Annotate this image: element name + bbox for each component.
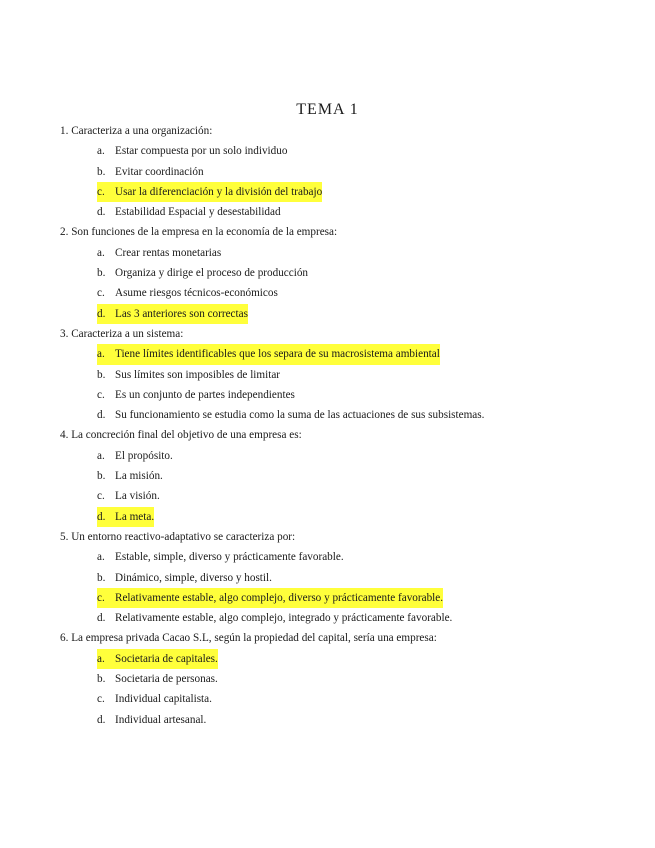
option-letter: c. — [97, 693, 105, 706]
option-letter: c. — [97, 185, 105, 198]
option-text: Tiene límites identificables que los separa de su macrosistema ambiental — [115, 348, 440, 361]
option-text: Estable, simple, diverso y prácticamente favorable. — [115, 551, 344, 564]
option-list — [60, 344, 640, 425]
page-title: TEMA 1 — [296, 100, 359, 118]
option-a — [60, 344, 640, 364]
option-a — [60, 141, 640, 161]
option-letter: c. — [97, 591, 105, 604]
option-letter: b. — [97, 368, 106, 381]
option-letter: a. — [97, 246, 105, 259]
option-list — [60, 141, 640, 222]
option-d — [60, 710, 640, 730]
question-list — [60, 121, 640, 730]
option-letter: c. — [97, 490, 105, 503]
option-letter: a. — [97, 652, 105, 665]
option-b — [60, 568, 640, 588]
option-b — [60, 669, 640, 689]
question-text: 4. La concreción final del objetivo de una empresa es: — [60, 429, 302, 442]
question-6 — [60, 628, 640, 729]
option-text: Societaria de capitales. — [115, 652, 218, 665]
option-a — [60, 547, 640, 567]
question-text: 1. Caracteriza a una organización: — [60, 125, 213, 137]
option-letter: a. — [97, 145, 105, 158]
option-d — [60, 608, 640, 628]
question-1 — [60, 121, 640, 222]
option-c — [60, 283, 640, 303]
option-text: Relativamente estable, algo complejo, diverso y prácticamente favorable. — [115, 591, 444, 604]
option-d — [60, 507, 640, 527]
option-d — [60, 405, 640, 425]
option-letter: b. — [97, 267, 106, 280]
option-letter: b. — [97, 165, 106, 178]
option-text: Usar la diferenciación y la división del trabajo — [115, 185, 323, 198]
question-text: 5. Un entorno reactivo-adaptativo se caracteriza por: — [60, 530, 296, 543]
question-4 — [60, 425, 640, 526]
option-letter: d. — [97, 409, 106, 422]
option-b — [60, 365, 640, 385]
option-text: La meta. — [115, 510, 155, 523]
option-text: Su funcionamiento se estudia como la suma de las actuaciones de sus subsistemas. — [115, 409, 485, 422]
option-d — [60, 202, 640, 222]
option-text: La misión. — [115, 470, 163, 483]
option-b — [60, 263, 640, 283]
option-b — [60, 162, 640, 182]
option-c — [60, 689, 640, 709]
option-list — [60, 547, 640, 628]
option-text: Organiza y dirige el proceso de producción — [115, 267, 309, 280]
option-c — [60, 385, 640, 405]
option-text: Las 3 anteriores son correctas — [115, 307, 248, 320]
option-letter: a. — [97, 348, 105, 361]
option-text: Crear rentas monetarias — [115, 246, 222, 259]
question-5 — [60, 527, 640, 628]
option-a — [60, 243, 640, 263]
option-letter: b. — [97, 571, 106, 584]
option-c — [60, 588, 640, 608]
option-text: Estabilidad Espacial y desestabilidad — [115, 206, 281, 219]
option-letter: d. — [97, 307, 106, 320]
option-c — [60, 182, 640, 202]
option-letter: d. — [97, 612, 106, 625]
option-text: La visión. — [115, 490, 160, 503]
option-letter: c. — [97, 287, 105, 300]
option-d — [60, 304, 640, 324]
question-text: 6. La empresa privada Cacao S.L, según la propiedad del capital, sería una empresa: — [60, 632, 437, 645]
option-letter: d. — [97, 510, 106, 523]
option-letter: b. — [97, 470, 106, 483]
option-text: Evitar coordinación — [115, 165, 204, 178]
option-list — [60, 243, 640, 324]
option-list — [60, 446, 640, 527]
option-text: Es un conjunto de partes independientes — [115, 388, 295, 401]
option-text: Relativamente estable, algo complejo, integrado y prácticamente favorable. — [115, 612, 453, 625]
option-text: Individual artesanal. — [115, 713, 207, 726]
question-2 — [60, 222, 640, 323]
option-letter: c. — [97, 388, 105, 401]
question-text: 2. Son funciones de la empresa en la economía de la empresa: — [60, 226, 338, 239]
option-b — [60, 466, 640, 486]
option-letter: a. — [97, 449, 105, 462]
option-letter: b. — [97, 673, 106, 686]
option-letter: a. — [97, 551, 105, 564]
option-letter: d. — [97, 713, 106, 726]
option-letter: d. — [97, 206, 106, 219]
option-a — [60, 446, 640, 466]
option-text: Sus límites son imposibles de limitar — [115, 368, 281, 381]
option-text: El propósito. — [115, 449, 173, 462]
question-3 — [60, 324, 640, 425]
option-text: Estar compuesta por un solo individuo — [115, 145, 288, 158]
question-text: 3. Caracteriza a un sistema: — [60, 327, 184, 340]
option-c — [60, 486, 640, 506]
option-text: Societaria de personas. — [115, 673, 218, 686]
option-list — [60, 649, 640, 730]
option-text: Individual capitalista. — [115, 693, 212, 706]
option-text: Dinámico, simple, diverso y hostil. — [115, 571, 272, 584]
option-text: Asume riesgos técnicos-económicos — [115, 287, 278, 300]
option-a — [60, 649, 640, 669]
